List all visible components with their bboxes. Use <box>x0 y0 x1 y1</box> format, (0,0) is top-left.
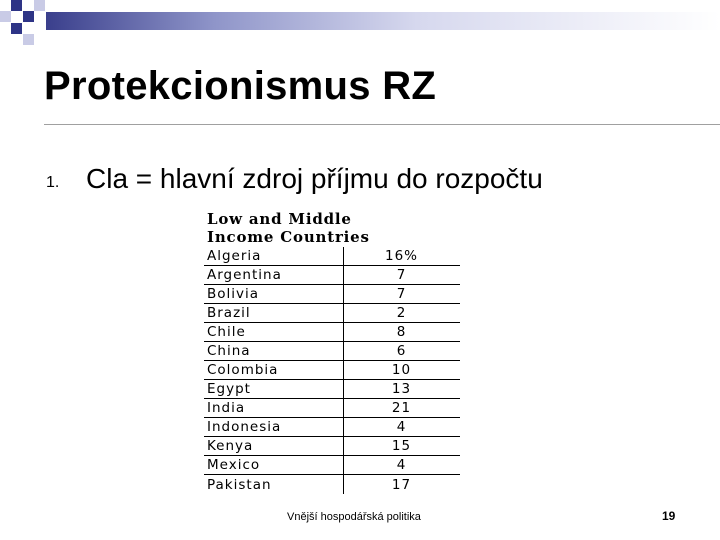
bullet-number: 1. <box>46 174 60 191</box>
value-cell: 10 <box>391 362 412 378</box>
footer-text: Vnější hospodářská politika <box>287 511 421 523</box>
country-cell: China <box>207 343 251 359</box>
value-cell: 16% <box>384 248 418 264</box>
country-cell: Egypt <box>207 381 251 397</box>
value-cell: 17 <box>391 477 412 493</box>
country-cell: Chile <box>207 324 246 340</box>
table-row <box>204 380 460 399</box>
country-cell: India <box>207 400 246 416</box>
table-row <box>204 323 460 342</box>
value-cell: 7 <box>396 286 407 302</box>
value-cell: 15 <box>391 438 412 454</box>
tariff-revenue-table <box>204 210 460 494</box>
table-row <box>204 418 460 437</box>
deco-square <box>34 0 45 11</box>
value-cell: 21 <box>391 400 412 416</box>
table-title-line: Low and Middle <box>207 210 352 228</box>
country-cell: Pakistan <box>207 477 272 493</box>
page-number: 19 <box>662 509 676 523</box>
deco-square <box>23 11 34 22</box>
value-cell: 7 <box>396 267 407 283</box>
value-cell: 4 <box>396 419 407 435</box>
table-row <box>204 437 460 456</box>
table-row <box>204 304 460 323</box>
table-row <box>204 475 460 494</box>
table-row <box>204 361 460 380</box>
country-cell: Mexico <box>207 457 261 473</box>
country-cell: Indonesia <box>207 419 282 435</box>
table-title-line: Income Countries <box>207 228 370 246</box>
table-row <box>204 399 460 418</box>
value-cell: 6 <box>396 343 407 359</box>
table-body <box>204 247 460 494</box>
value-cell: 8 <box>396 324 407 340</box>
table-row <box>204 342 460 361</box>
table-row <box>204 285 460 304</box>
table-row <box>204 247 460 266</box>
header-decoration <box>0 0 720 44</box>
slide-title: Protekcionismus RZ <box>44 64 437 108</box>
header-gradient-band <box>46 12 720 30</box>
deco-square <box>0 11 11 22</box>
value-cell: 4 <box>396 457 407 473</box>
title-divider <box>44 124 720 125</box>
table-row <box>204 456 460 475</box>
country-cell: Argentina <box>207 267 282 283</box>
deco-square <box>11 0 22 11</box>
table-title <box>207 210 460 246</box>
value-cell: 2 <box>396 305 407 321</box>
country-cell: Brazil <box>207 305 251 321</box>
bullet-text: Cla = hlavní zdroj příjmu do rozpočtu <box>86 163 543 194</box>
country-cell: Colombia <box>207 362 279 378</box>
deco-square <box>23 34 34 45</box>
table-row <box>204 266 460 285</box>
country-cell: Kenya <box>207 438 254 454</box>
country-cell: Algeria <box>207 248 262 264</box>
country-cell: Bolivia <box>207 286 260 302</box>
deco-square <box>11 23 22 34</box>
value-cell: 13 <box>391 381 412 397</box>
